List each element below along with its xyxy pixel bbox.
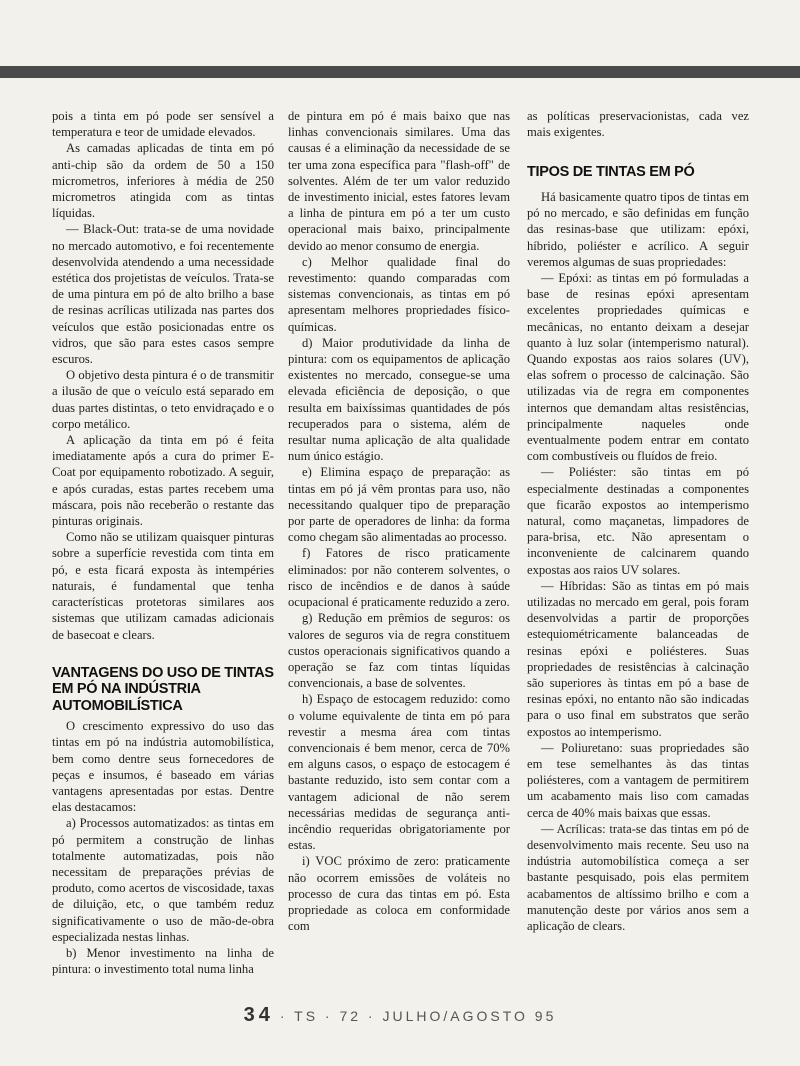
paragraph: i) VOC próximo de zero: praticamente não ocorrem emissões de voláteis no processo de cura das tintas em pó. Esta propriedade as coloca em conformidade com: [288, 854, 510, 934]
paragraph: Como não se utilizam quaisquer pinturas sobre a superfície revestida com tinta em pó, e esta ficará exposta às intempéries naturais, é fundamental que tenha características protetoras similares aos sistemas que utilizam camadas adicionais de basecoat e clears.: [52, 530, 274, 642]
column-3: [527, 108, 749, 934]
paragraph: — Poliéster: são tintas em pó especialmente destinadas a componentes que ficarão expostos ao intemperismo natural, como maçanetas, limpadores de para-brisa, etc. Não apresentam o inconveniente de calcinarem quando expostas aos raios UV solares.: [527, 465, 749, 577]
paragraph: — Acrílicas: trata-se das tintas em pó de desenvolvimento mais recente. Seu uso na indústria automobilística começa a ser bastante pesquisado, pois elas permitem acabamentos de altíssimo brilho e com a manutenção deste por vários anos sem a aplicação de clears.: [527, 821, 749, 934]
top-rule: [0, 66, 800, 78]
paragraph: — Híbridas: São as tintas em pó mais utilizadas no mercado em geral, pois foram desenvolvidas a partir de proporções estequiométricamente balanceadas de resinas epóxi e poliésteres. Suas propriedades de resistências à calcinação são superiores às tintas em pó a base de resinas epóxi, no entanto não são indicadas para o uso final em substratos que serão expostos ao intemperismo.: [527, 578, 749, 739]
paragraph: — Poliuretano: suas propriedades são em tese semelhantes às das tintas poliésteres, com a vantagem de permitirem um acabamento mais liso com camadas cerca de 40% mais baixas que essas.: [527, 740, 749, 820]
paragraph: A aplicação da tinta em pó é feita imediatamente após a cura do primer E-Coat por equipamento robotizado. A seguir, e após curadas, estas partes recebem uma máscara, pois não receberão o restante das pinturas originais.: [52, 433, 274, 529]
column-1: [52, 108, 274, 977]
paragraph: c) Melhor qualidade final do revestimento: quando comparadas com sistemas convencionais, as tintas em pó apresentam melhores propriedades físico-químicas.: [288, 254, 510, 334]
paragraph: as políticas preservacionistas, cada vez mais exigentes.: [527, 109, 749, 140]
issue-info: · TS · 72 · JULHO/AGOSTO 95: [279, 1008, 557, 1024]
paragraph: h) Espaço de estocagem reduzido: como o volume equivalente de tinta em pó para revestir a mesma área com tintas convencionais é bem menor, cerca de 70% em alguns casos, o espaço de estocagem é bastante reduzido, isto sem contar com a vantagem adicional de não serem necessárias medidas de segurança anti-incêndio requeridas obrigatoriamente por estas.: [288, 692, 510, 853]
paragraph: de pintura em pó é mais baixo que nas linhas convencionais similares. Uma das causas é a eliminação da necessidade de se ter uma zona específica para "flash-off" de solventes. Além de ter um valor reduzido de investimento inicial, estes fatores levam a linha de pintura em pó a ter um custo operacional mais baixo, principalmente devido ao menor consumo de energia.: [288, 109, 510, 253]
paragraph: — Black-Out: trata-se de uma novidade no mercado automotivo, e foi recentemente desenvolvida atendendo a uma necessidade estética dos projetistas de veículos. Trata-se de uma pintura em pó de alto brilho a base de resinas acrílicas utilizada nas partes dos veículos que estão posicionadas entre os vidros, que são para estes casos sempre escuros.: [52, 222, 274, 367]
paragraph: — Epóxi: as tintas em pó formuladas a base de resinas epóxi apresentam excelentes propriedades químicas e mecânicas, no entanto deixam a desejar quanto à luz solar (intemperismo natural). Quando expostas aos raios solares (UV), elas sofrem o processo de calcinação. São utilizadas via de regra em componentes internos que demandam altas resistências, principalmente naqueles onde eventualmente podem entrar em contato com combustíveis ou fluídos de freio.: [527, 270, 749, 464]
page-number: 34: [243, 1004, 274, 1026]
paragraph: b) Menor investimento na linha de pintura: o investimento total numa linha: [52, 946, 274, 977]
paragraph: pois a tinta em pó pode ser sensível a temperatura e teor de umidade elevados.: [52, 109, 274, 140]
paragraph: As camadas aplicadas de tinta em pó anti-chip são da ordem de 50 a 150 micrometros, inferiores à média de 250 micrometros atingida com as tintas líquidas.: [52, 141, 274, 221]
paragraph: O objetivo desta pintura é o de transmitir a ilusão de que o veículo está separado em duas partes distintas, o teto envidraçado e o corpo metálico.: [52, 368, 274, 431]
paragraph: g) Redução em prêmios de seguros: os valores de seguros via de regra constituem custos operacionais significativos quando a operação se faz com tintas líquidas convencionais, a base de solventes.: [288, 611, 510, 691]
page-footer: [0, 1004, 800, 1027]
paragraph: a) Processos automatizados: as tintas em pó permitem a construção de linhas totalmente automatizadas, pois não necessitam de preparações prévias de produto, como acertos de viscosidade, taxas de diluição, etc, o que também reduz significativamente o uso de mão-de-obra especializada nestas linhas.: [52, 816, 274, 944]
paragraph: f) Fatores de risco praticamente eliminados: por não conterem solventes, o risco de incêndios e de danos à saúde ocupacional é praticamente reduzido a zero.: [288, 546, 510, 610]
paragraph: Há basicamente quatro tipos de tintas em pó no mercado, e são definidas em função das resinas-base que utilizam: epóxi, híbrido, poliéster e acrílico. A seguir veremos algumas de suas propriedades:: [527, 189, 749, 269]
paragraph: O crescimento expressivo do uso das tintas em pó na indústria automobilística, bem como dentre seus fornecedores de peças e insumos, é baseado em várias vantagens apresentadas por estas. Dentre elas destacamos:: [52, 719, 274, 815]
section-heading-tipos: TIPOS DE TINTAS EM PÓ: [527, 164, 695, 181]
paragraph: e) Elimina espaço de preparação: as tintas em pó já vêm prontas para uso, não necessitando qualquer tipo de preparação por parte de operadores de linha: da forma como chegam são alimentadas ao processo.: [288, 465, 510, 545]
column-2: [288, 108, 510, 934]
paragraph: d) Maior produtividade da linha de pintura: com os equipamentos de aplicação existentes no mercado, consegue-se uma elevada eficiência de deposição, o que resulta em baixíssimas quantidades de pós recuperados para o sistema, além de resultar numa aplicação de alta qualidade num único estágio.: [288, 335, 510, 464]
section-heading-vantagens: VANTAGENS DO USO DE TINTAS EM PÓ NA INDÚSTRIA AUTOMOBILÍSTICA: [52, 664, 274, 714]
